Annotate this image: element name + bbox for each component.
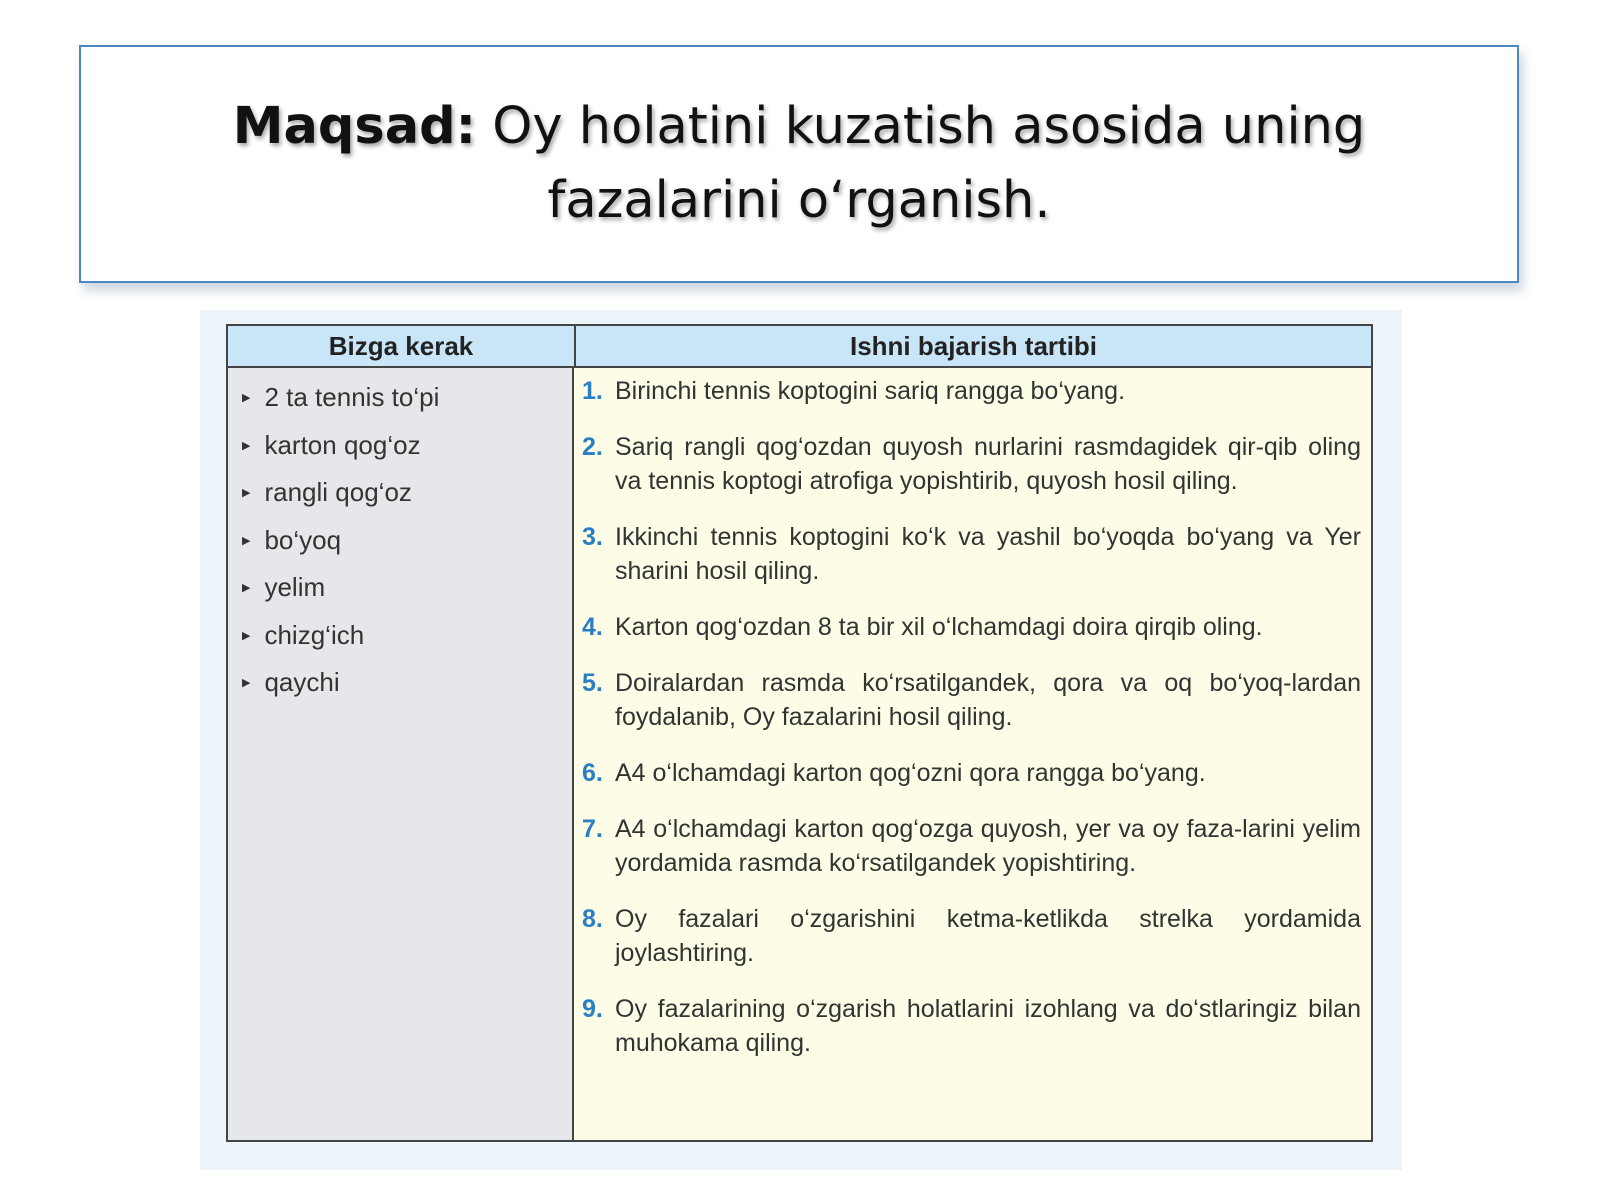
table-header [228,326,1371,368]
material-label: karton qog‘oz [264,429,421,460]
table-body [228,368,1371,1140]
material-item [228,517,572,565]
step-8 [582,902,1361,970]
procedure-table [226,324,1373,1142]
bullet-triangle-icon: ▶ [242,439,251,452]
step-9 [582,992,1361,1060]
material-item [228,422,572,470]
table-image [200,310,1402,1170]
step-number: 7. [582,815,603,843]
material-label: bo‘yoq [264,524,342,555]
step-text: Ikkinchi tennis koptogini ko‘k va yashil bo‘yoqda bo‘yang va Yer sharini hosil qiling. [615,523,1361,585]
step-3 [582,520,1361,588]
step-number: 6. [582,759,603,787]
step-number: 5. [582,669,603,697]
step-text: Oy fazalari o‘zgarishini ketma-ketlikda strelka yordamida joylashtiring. [615,905,1361,967]
material-label: rangli qog‘oz [264,477,412,508]
step-4 [582,610,1361,644]
bullet-triangle-icon: ▶ [242,392,251,405]
bullet-triangle-icon: ▶ [242,534,251,547]
bullet-triangle-icon: ▶ [242,677,251,690]
step-text: Oy fazalarining o‘zgarish holatlarini izohlang va do‘stlaringiz bilan muhokama qiling. [615,995,1361,1057]
step-text: Sariq rangli qog‘ozdan quyosh nurlarini rasmdagidek qir-qib oling va tennis koptogi atrofiga yopishtirib, quyosh hosil qiling. [615,433,1361,495]
step-2 [582,430,1361,498]
step-number: 8. [582,905,603,933]
step-5 [582,666,1361,734]
material-label: yelim [264,572,326,603]
material-item [228,612,572,660]
bullet-triangle-icon: ▶ [242,487,251,500]
step-number: 9. [582,995,603,1023]
step-1 [582,374,1361,408]
procedure-column [574,368,1371,1140]
step-6 [582,756,1361,790]
step-text: Karton qog‘ozdan 8 ta bir xil o‘lchamdagi doira qirqib oling. [615,613,1263,641]
step-text: Birinchi tennis koptogini sariq rangga bo‘yang. [615,377,1126,405]
title-label: Maqsad: [232,97,477,156]
step-text: A4 o‘lchamdagi karton qog‘ozni qora rangga bo‘yang. [615,759,1206,787]
material-label: 2 ta tennis to‘pi [264,382,440,413]
header-procedure: Ishni bajarish tartibi [849,330,1098,361]
title-box [79,45,1519,283]
materials-column [228,368,574,1140]
material-item [228,469,572,517]
step-text: A4 o‘lchamdagi karton qog‘ozga quyosh, yer va oy faza-larini yelim yordamida rasmda ko‘rsatilgandek yopishtiring. [615,815,1361,877]
step-text: Doiralardan rasmda ko‘rsatilgandek, qora va oq bo‘yoq-lardan foydalanib, Oy fazalarini hosil qiling. [615,669,1361,731]
title-body: Oy holatini kuzatish asosida uning fazalarini o‘rganish. [476,97,1366,230]
step-number: 4. [582,613,603,641]
bullet-triangle-icon: ▶ [242,582,251,595]
material-label: chizg‘ich [264,619,365,650]
step-number: 2. [582,433,603,461]
material-item [228,564,572,612]
header-materials: Bizga kerak [228,326,576,366]
material-item [228,374,572,422]
material-item [228,659,572,707]
step-number: 1. [582,377,603,405]
step-7 [582,812,1361,880]
slide-title [121,90,1477,238]
material-label: qaychi [264,667,340,698]
step-number: 3. [582,523,603,551]
bullet-triangle-icon: ▶ [242,629,251,642]
